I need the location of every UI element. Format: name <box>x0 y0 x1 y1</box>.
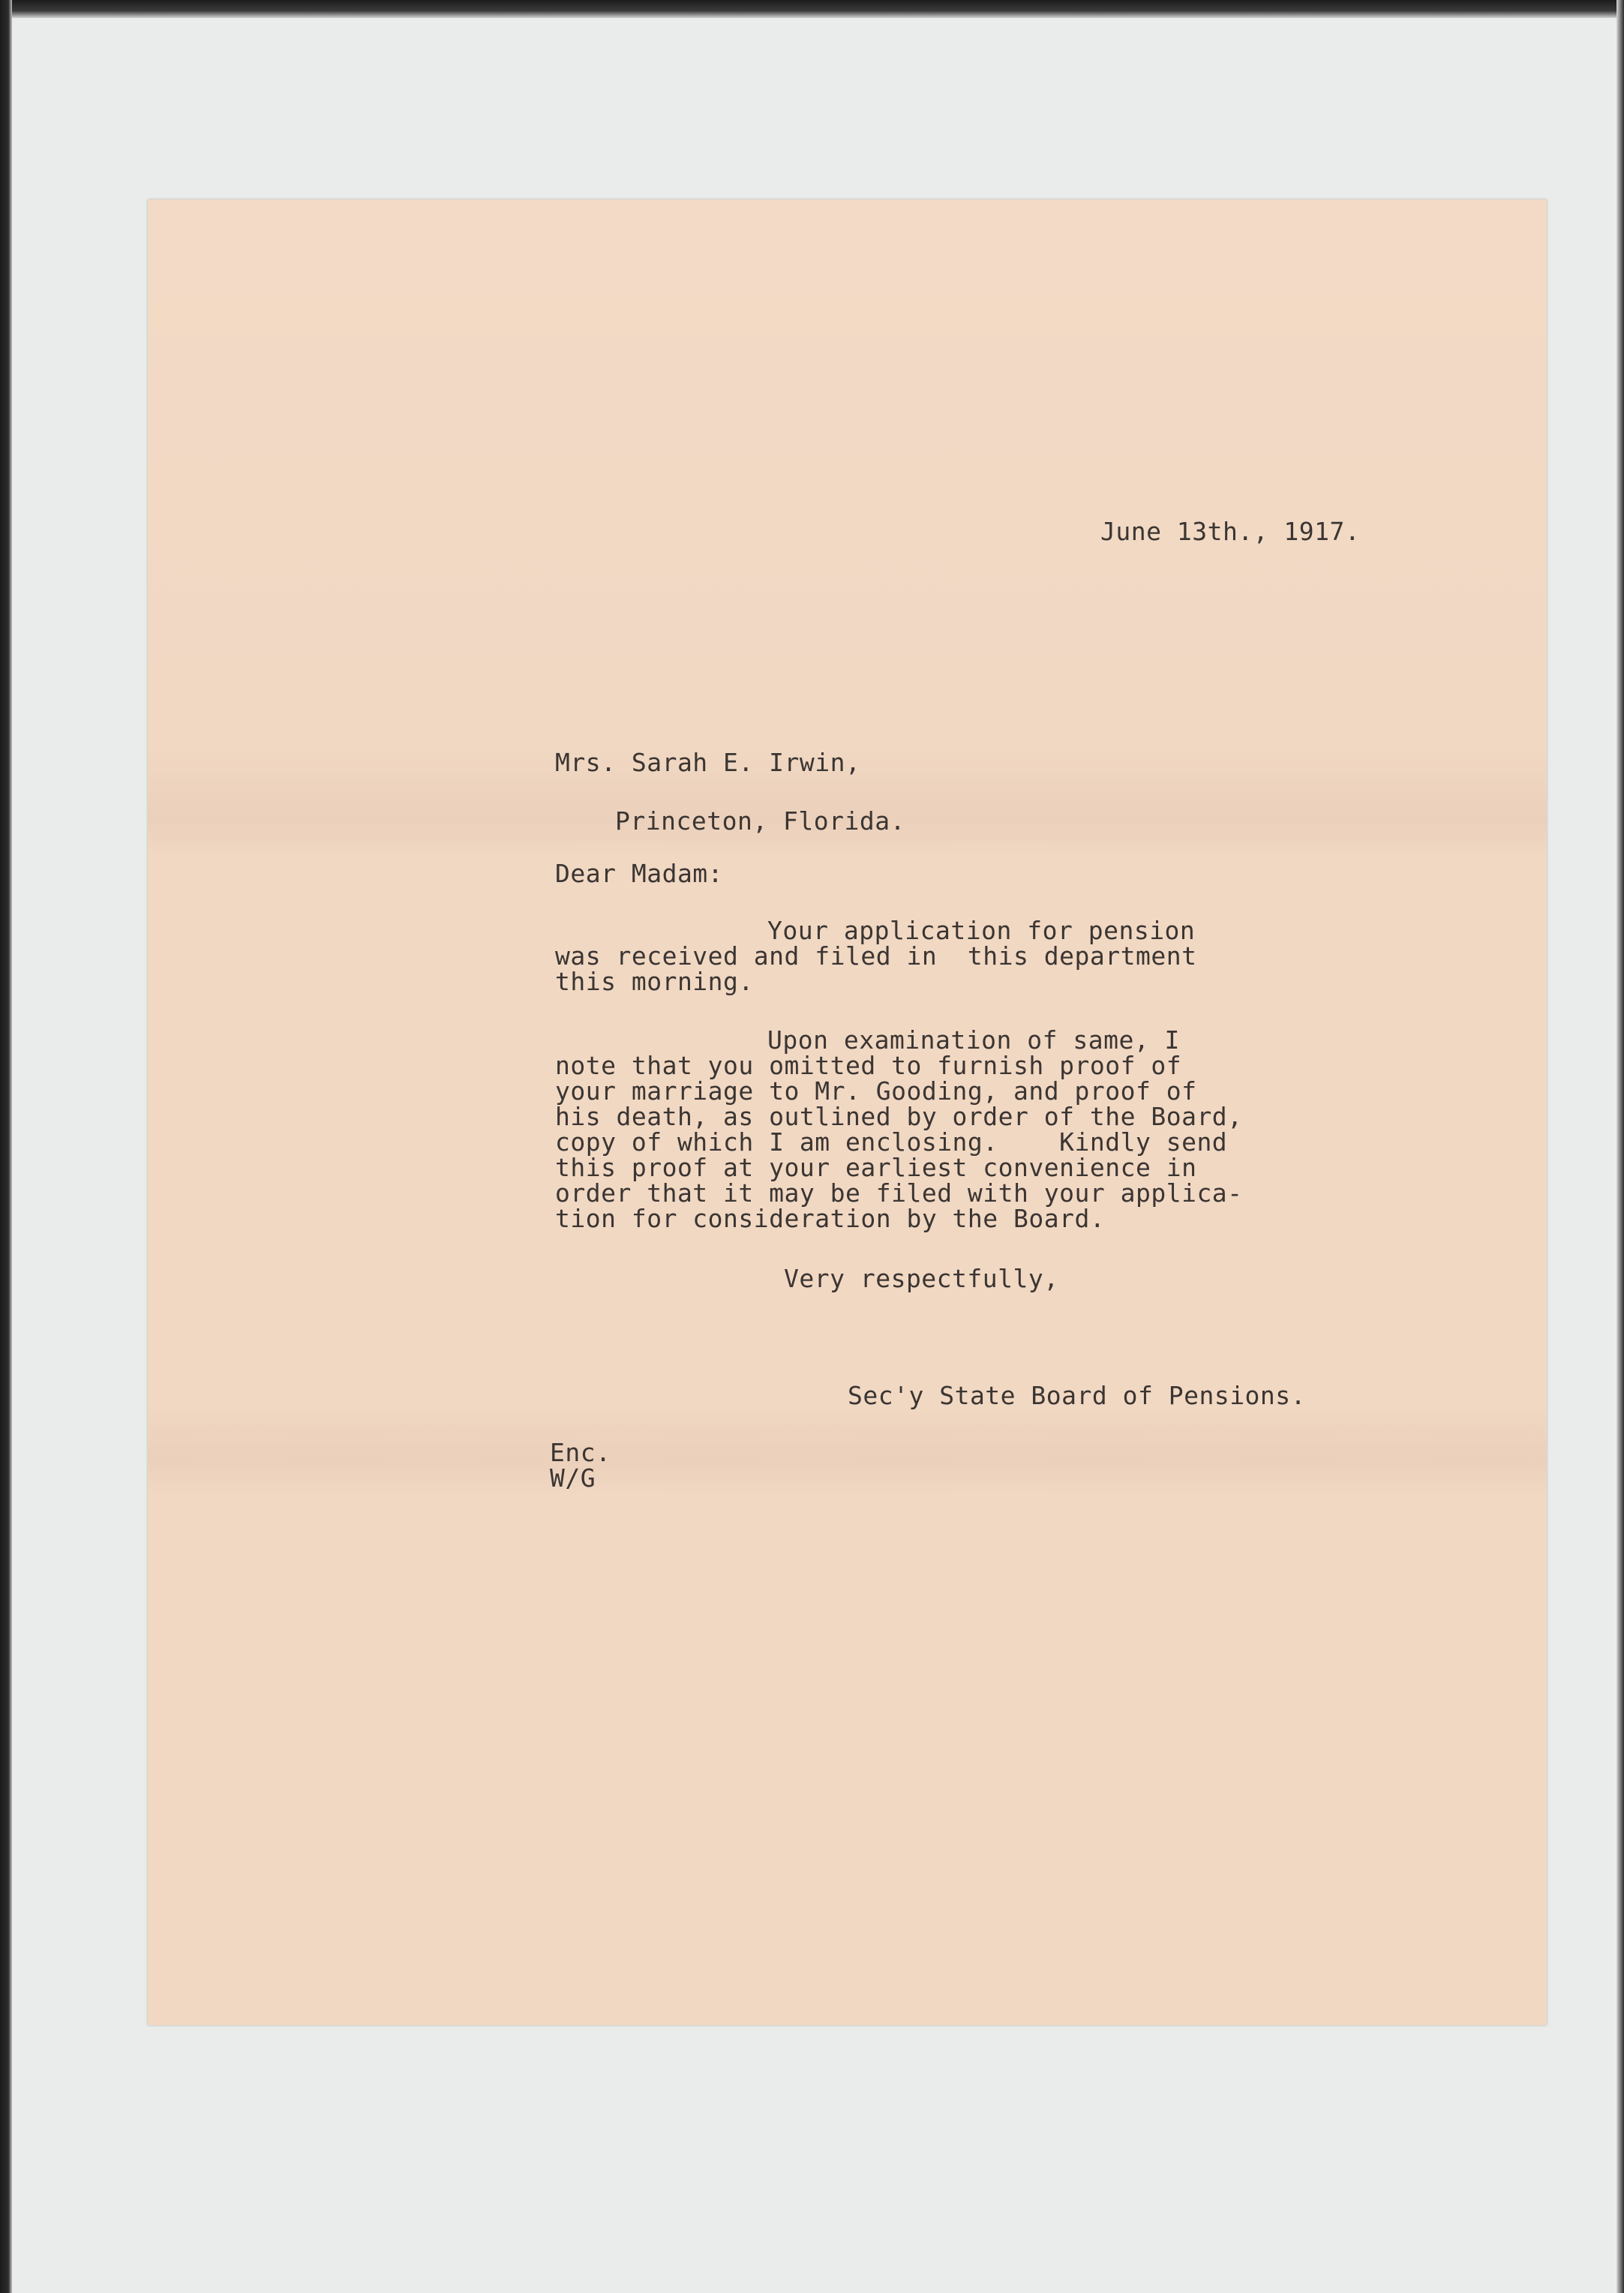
scanner-frame-left <box>0 0 12 2293</box>
typist-initials: W/G <box>550 1463 596 1493</box>
recipient-name: Mrs. Sarah E. Irwin, <box>555 748 861 777</box>
paragraph2-line: Upon examination of same, I <box>767 1025 1180 1055</box>
paragraph2-line: his death, as outlined by order of the Board, <box>555 1102 1243 1131</box>
paragraph2-line: this proof at your earliest convenience in <box>555 1153 1197 1182</box>
recipient-address: Princeton, Florida. <box>615 806 905 836</box>
signature-title: Sec'y State Board of Pensions. <box>848 1381 1307 1410</box>
paragraph2-line: note that you omitted to furnish proof of <box>555 1051 1182 1080</box>
paragraph1-line: Your application for pension <box>767 916 1196 945</box>
salutation: Dear Madam: <box>555 859 724 888</box>
paragraph1-line: this morning. <box>555 967 754 996</box>
paragraph1-line: was received and filed in this department <box>555 941 1197 971</box>
scanner-frame-top <box>0 0 1624 18</box>
enclosure-note: Enc. <box>550 1438 611 1467</box>
paragraph2-line: copy of which I am enclosing. Kindly send <box>555 1127 1228 1157</box>
paragraph2-line: tion for consideration by the Board. <box>555 1204 1106 1233</box>
paragraph2-line: your marriage to Mr. Gooding, and proof of <box>555 1076 1197 1106</box>
closing: Very respectfully, <box>784 1264 1059 1293</box>
scanner-frame-right <box>1616 0 1624 2293</box>
letter-date: June 13th., 1917. <box>1100 517 1361 546</box>
paragraph2-line: order that it may be filed with your applica- <box>555 1178 1243 1208</box>
letter-page <box>148 200 1547 2025</box>
